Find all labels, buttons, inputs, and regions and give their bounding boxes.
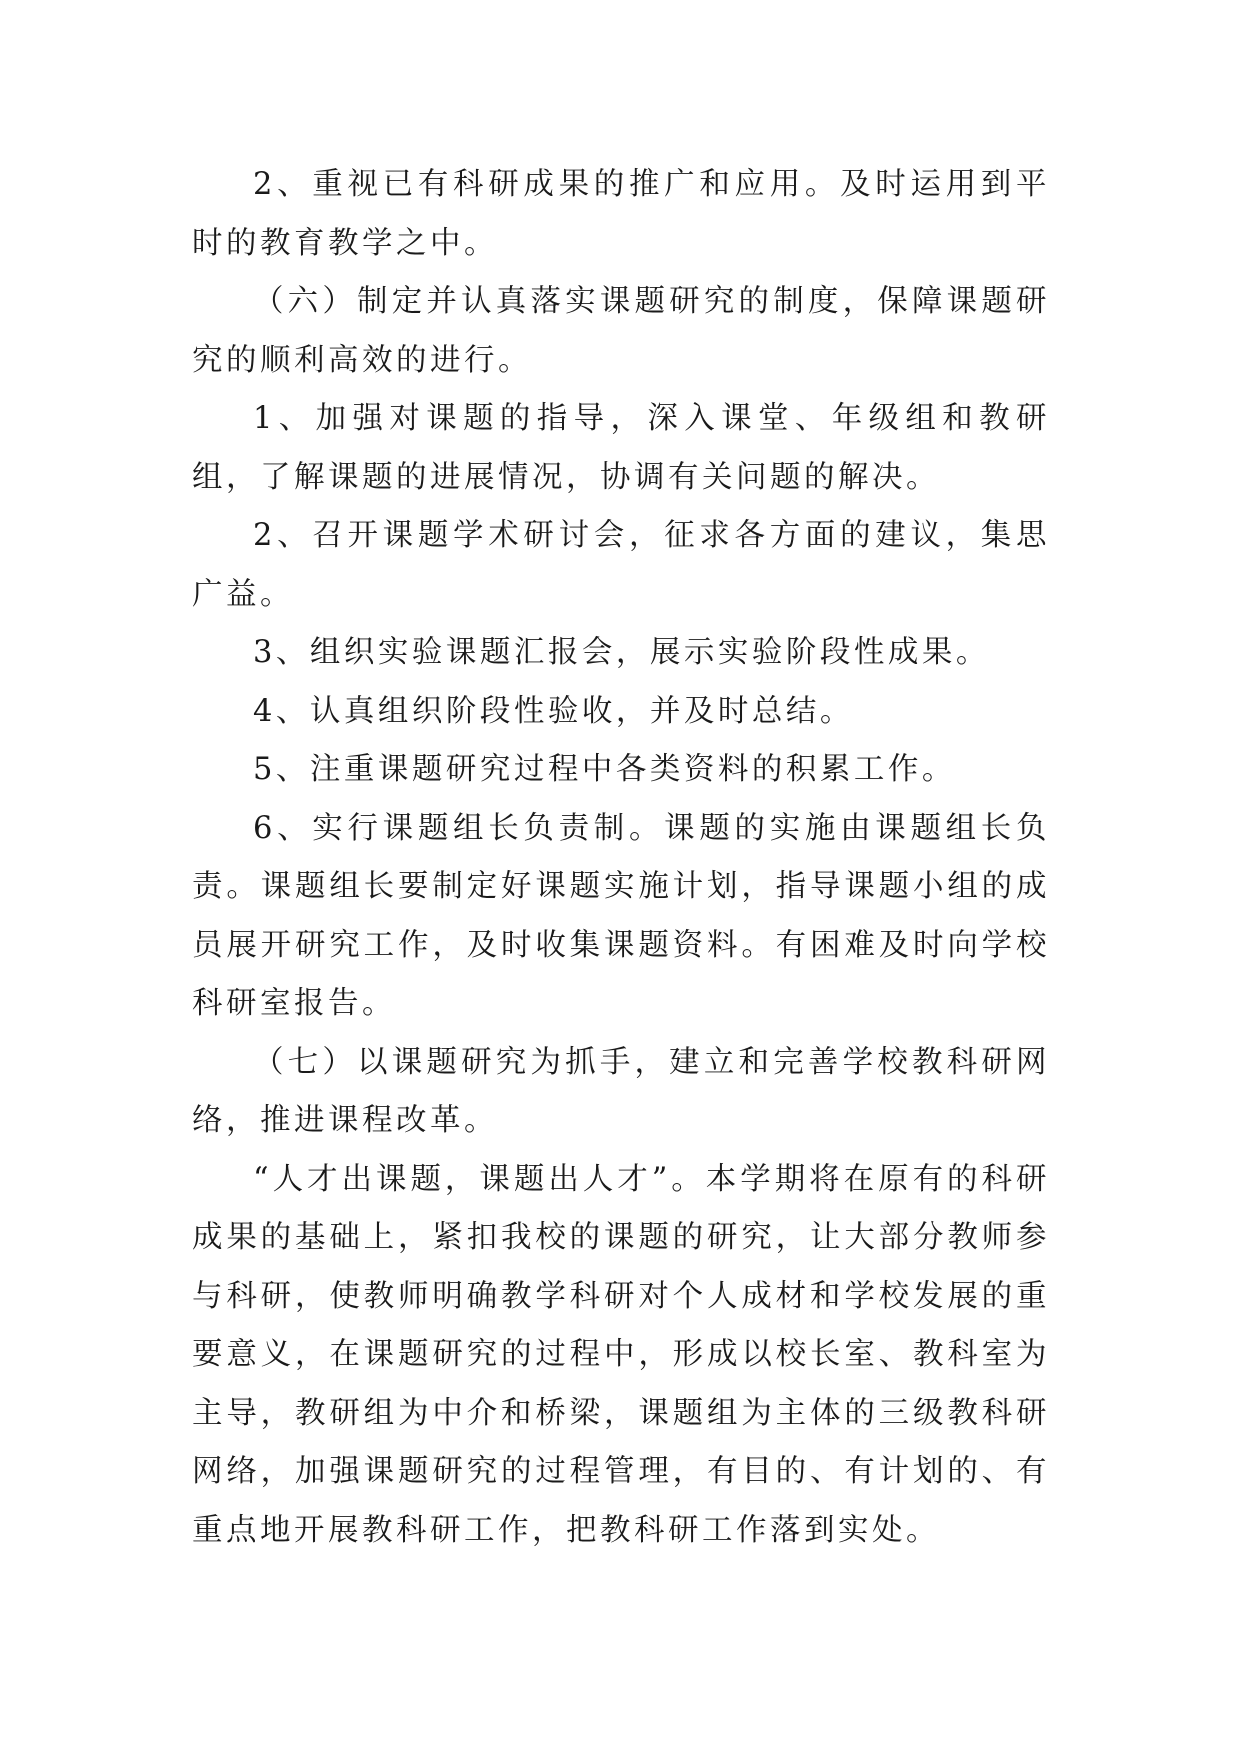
- paragraph-materials: 5、注重课题研究过程中各类资料的积累工作。: [253, 752, 956, 787]
- paragraph-report-meeting: 3、组织实验课题汇报会，展示实验阶段性成果。: [253, 635, 990, 670]
- paragraph-seminar: 2、召开课题学术研讨会，征求各方面的建议，集思广益。: [192, 518, 1050, 612]
- paragraph-section-six-heading: （六）制定并认真落实课题研究的制度，保障课题研究的顺利高效的进行。: [192, 284, 1050, 378]
- paragraph-promote-results: 2、重视已有科研成果的推广和应用。及时运用到平时的教育教学之中。: [192, 167, 1050, 261]
- paragraph-acceptance: 4、认真组织阶段性验收，并及时总结。: [253, 693, 854, 729]
- paragraph-talent-research: “人才出课题，课题出人才”。本学期将在原有的科研成果的基础上，紧扣我校的课题的研究，让大部分教师参与科研，使教师明确教学科研对个人成材和学校发展的重要意义，在课题研究的过程中，形成以校长室、教科室为主导，教研组为中介和桥梁，课题组为主体的三级教科研网络，加强课题研究的过程管理，有目的、有计划的、有重点地开展教科研工作，把教科研工作落到实处。: [192, 1161, 1050, 1548]
- paragraph-section-seven-heading: （七）以课题研究为抓手，建立和完善学校教科研网络，推进课程改革。: [192, 1044, 1050, 1138]
- document-body: [192, 156, 1050, 1560]
- paragraph-guidance: 1、加强对课题的指导，深入课堂、年级组和教研组，了解课题的进展情况，协调有关问题的解决。: [192, 401, 1050, 495]
- paragraph-leader-responsibility: 6、实行课题组长负责制。课题的实施由课题组长负责。课题组长要制定好课题实施计划，指导课题小组的成员展开研究工作，及时收集课题资料。有困难及时向学校科研室报告。: [192, 810, 1050, 1021]
